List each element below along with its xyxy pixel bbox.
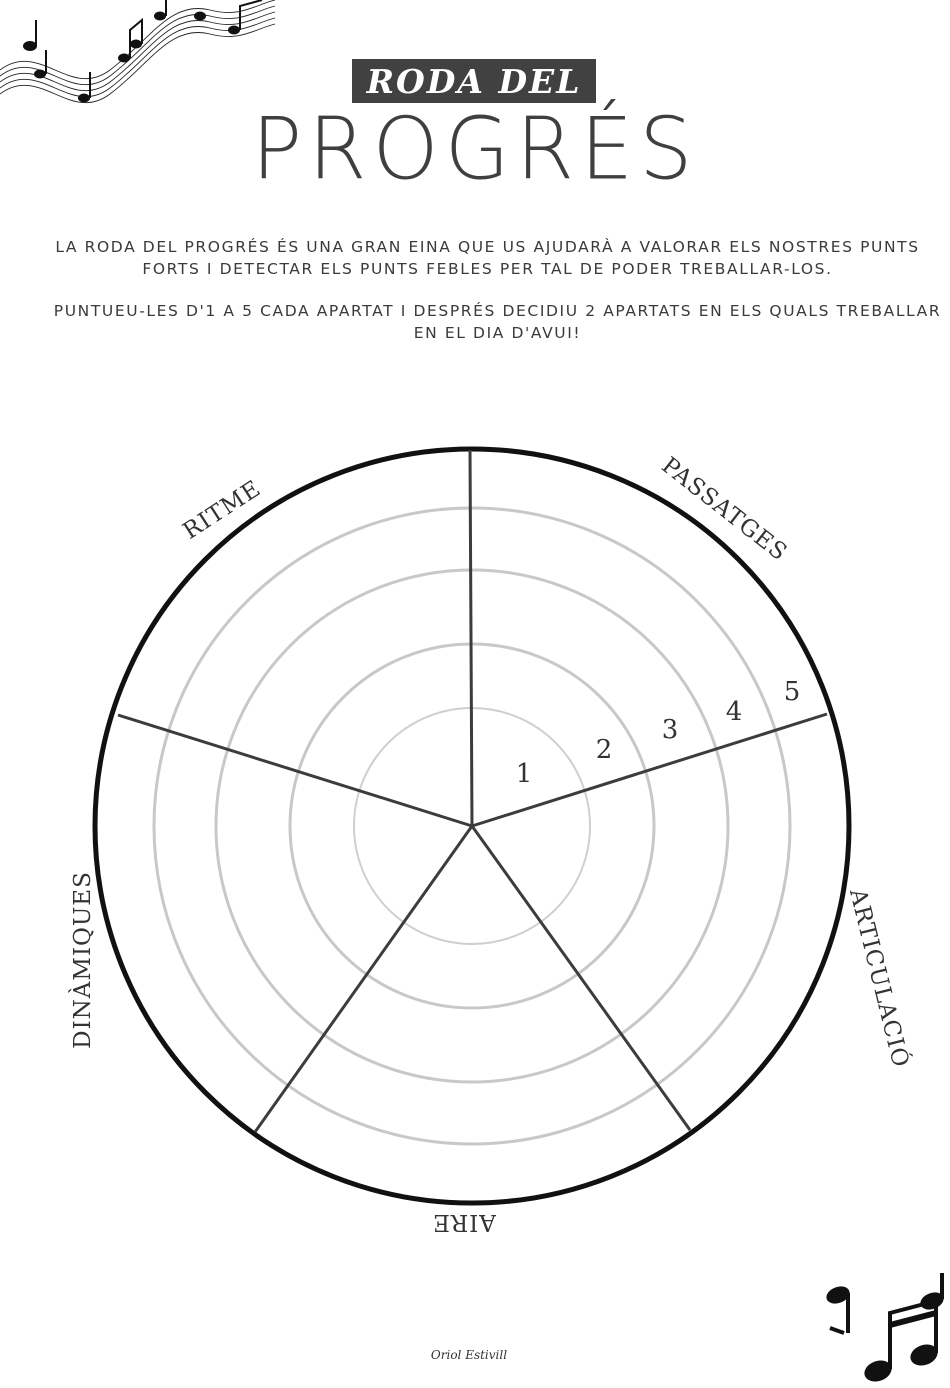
signature: Oriol Estivill bbox=[430, 1348, 508, 1362]
section-label-aire: AIRE bbox=[432, 1209, 496, 1235]
intro-paragraph-2: PUNTUEU-LES D'1 A 5 CADA APARTAT I DESPRÉS DECIDIU 2 APARTATS EN ELS QUALS TREBALLAR EN EL DIA D'AVUI! bbox=[53, 302, 942, 342]
scale-label-1: 1 bbox=[515, 759, 533, 789]
section-label-ritme: RITME bbox=[178, 475, 266, 545]
progress-wheel bbox=[0, 440, 950, 1260]
section-label-articulacio: ARTICULACIÓ bbox=[843, 886, 914, 1071]
music-staff-notes-icon bbox=[0, 0, 280, 115]
page-title: PROGRÉS bbox=[251, 99, 699, 199]
banner-text: RODA DEL bbox=[366, 61, 582, 101]
title-banner bbox=[352, 59, 596, 103]
divider-line bbox=[470, 450, 472, 826]
section-label-passatges: PASSATGES bbox=[656, 452, 793, 567]
scale-label-5: 5 bbox=[783, 677, 801, 707]
section-label-dinamiques: DINÀMIQUES bbox=[70, 871, 96, 1049]
scale-label-4: 4 bbox=[725, 697, 743, 727]
scale-label-3: 3 bbox=[661, 715, 679, 745]
intro-paragraph-1: LA RODA DEL PROGRÉS ÉS UNA GRAN EINA QUE US AJUDARÀ A VALORAR ELS NOSTRES PUNTS FORTS I DETECTAR ELS PUNTS FEBLES PER TAL DE PODER TREBALLAR-LOS. bbox=[55, 238, 920, 278]
music-notes-icon bbox=[820, 1273, 950, 1388]
scale-label-2: 2 bbox=[595, 735, 613, 765]
divider-line bbox=[118, 715, 472, 826]
